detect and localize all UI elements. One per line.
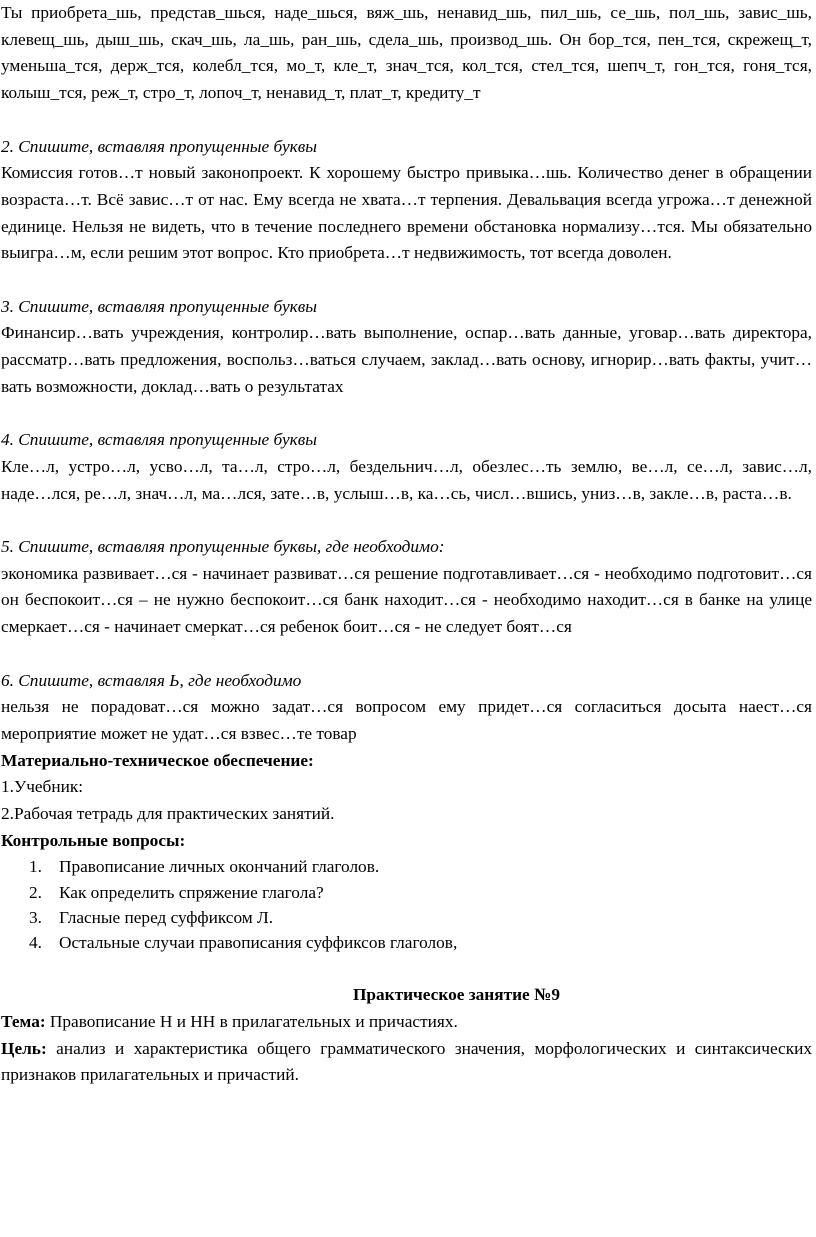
exercise-2-text: Комиссия готов…т новый законопроект. К хорошему быстро привыка…шь. Количество денег в обращении возраста…т. Всё завис…т от нас. Ему всегда не хвата…т терпения. Девальвация всегда угрожа…т денежной единице. Нельзя не видеть, что в течение последнего времени обстановка нормализу…тся. Мы обязательно выигра…м, если решим этот вопрос. Кто приобрета…т недвижимость, тот всегда доволен. (1, 163, 812, 263)
exercise-6-text: нельзя не порадоват…ся можно задат…ся вопросом ему придет…ся согласиться досыта наест…ся мероприятие может не удат…ся взвес…те товар (1, 697, 812, 743)
exercise-6-heading: 6. Спишите, вставляя Ь, где необходимо (1, 670, 302, 690)
materials-item-2: 2.Рабочая тетрадь для практических занятий. (1, 804, 335, 824)
question-number: 3. (29, 908, 42, 928)
lesson-topic (1, 1009, 812, 1036)
question-text: Остальные случаи правописания суффиксов глаголов, (59, 933, 458, 953)
intro-exercise-text: Ты приобрета_шь, представ_шься, наде_шься, вяж_шь, ненавид_шь, пил_шь, се_шь, пол_шь, завис_шь, клевещ_шь, дыш_шь, скач_шь, ла_шь, ран_шь, сдела_шь, производ_шь. Он бор_тся, пен_тся, скрежещ_т, уменьша_тся, держ_тся, колебл_тся, мо_т, кле_т, знач_тся, кол_тся, стел_тся, шепч_т, гон_тся, гоня_тся, колыш_тся, реж_т, стро_т, лопоч_т, ненавид_т, плат_т, кредиту_т (1, 3, 812, 103)
topic-text: Правописание Н и НН в прилагательных и причастиях. (45, 1012, 458, 1031)
list-item (29, 930, 812, 955)
control-questions-title: Контрольные вопросы: (1, 830, 186, 850)
spacer (1, 107, 812, 134)
control-questions-list (1, 854, 812, 955)
topic-label: Тема: (1, 1012, 46, 1031)
question-text: Гласные перед суффиксом Л. (59, 908, 274, 928)
materials-item-1: 1.Учебник: (1, 777, 84, 797)
list-item (29, 880, 812, 905)
exercise-4-text: Кле…л, устро…л, усво…л, та…л, стро…л, бездельнич…л, обезлес…ть землю, ве…л, се…л, завис…л, наде…лся, ре…л, знач…л, ма…лся, зате…в, услыш…в, ка…сь, числ…вшись, униз…в, закле…в, раста…в. (1, 456, 812, 503)
spacer (1, 507, 812, 534)
list-item (29, 905, 812, 930)
exercise-2-heading: 2. Спишите, вставляя пропущенные буквы (1, 136, 317, 156)
exercise-3-heading: 3. Спишите, вставляя пропущенные буквы (1, 296, 317, 316)
spacer (1, 267, 812, 294)
list-item (29, 854, 812, 879)
spacer (1, 401, 812, 428)
spacer (1, 641, 812, 668)
materials-title: Материально-техническое обеспечение: (1, 750, 314, 770)
exercise-5-text: экономика развивает…ся - начинает развиват…ся решение подготавливает…ся - необходимо подготовит…ся он беспокоит…ся – не нужно беспокоит…ся банк находит…ся - необходимо находит…ся в банке на улице смеркает…ся - начинает смеркат…ся ребенок боит…ся - не следует боят…ся (1, 563, 812, 637)
exercise-3-text: Финансир…вать учреждения, контролир…вать выполнение, оспар…вать данные, уговар…вать директора, рассматр…вать предложения, воспольз…ваться случаем, заклад…вать основу, игнорир…вать факты, учит…вать возможности, доклад…вать о результатах (1, 323, 812, 396)
question-number: 2. (29, 882, 42, 902)
lesson-title: Практическое занятие №9 (352, 985, 561, 1005)
spacer (1, 956, 812, 983)
question-text: Правописание личных окончаний глаголов. (59, 857, 380, 877)
question-text: Как определить спряжение глагола? (59, 882, 324, 902)
exercise-5-heading: 5. Спишите, вставляя пропущенные буквы, где необходимо: (1, 537, 445, 556)
question-number: 4. (29, 933, 42, 953)
goal-label: Цель: (1, 1038, 47, 1058)
goal-text: анализ и характеристика общего грамматического значения, морфологических и синтаксических признаков прилагательных и причастий. (1, 1038, 812, 1085)
question-number: 1. (29, 857, 42, 877)
exercise-4-heading: 4. Спишите, вставляя пропущенные буквы (1, 430, 317, 450)
lesson-goal (1, 1036, 812, 1089)
